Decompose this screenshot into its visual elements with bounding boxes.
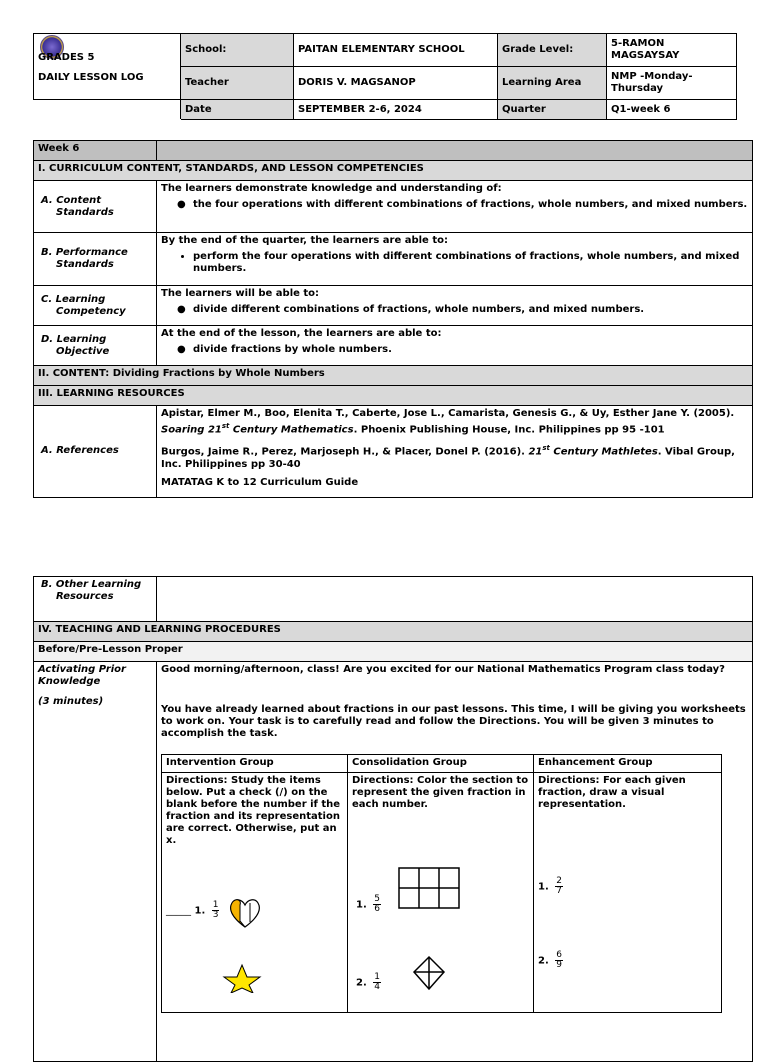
- intervention-item-1: [166, 901, 219, 920]
- star-icon: [222, 963, 262, 993]
- activating-label-cell: [34, 662, 157, 1062]
- date-label: Date: [181, 100, 294, 120]
- competency-label: C. Learning Competency: [34, 286, 157, 326]
- consolidation-title: Consolidation Group: [348, 755, 534, 773]
- log-title: [34, 34, 181, 100]
- item-number: 1.: [194, 905, 206, 917]
- consolidation-cell: [348, 773, 534, 1013]
- area-label: Learning Area: [498, 67, 607, 100]
- other-resources-label: B. Other Learning Resources: [34, 577, 157, 622]
- instructions-text: You have already learned about fractions in our past lessons. This time, I will be giving you worksheets to work on. Your task is to carefully read and follow the Directions. You will be given 3 minutes to accomplish the task.: [161, 704, 746, 739]
- fraction: $\frac{1}{3}$: [212, 900, 219, 920]
- teacher-value: DORIS V. MAGSANOP: [294, 67, 498, 100]
- performance-standards-cell: [157, 233, 753, 286]
- enhancement-item-1: [538, 877, 563, 896]
- item-number: 2.: [538, 955, 549, 967]
- enhancement-directions: Directions: For each given fraction, draw a visual representation.: [538, 775, 686, 810]
- content-bullet: ● the four operations with different combinations of fractions, whole numbers, and mixed numbers.: [193, 199, 748, 211]
- before-heading: Before/Pre-Lesson Proper: [34, 642, 753, 662]
- enhancement-cell: [534, 773, 722, 1013]
- content-standards-label: A. Content Standards: [34, 181, 157, 233]
- consolidation-directions: Directions: Color the section to represent the given fraction in each number.: [352, 775, 529, 810]
- content-heading: II. CONTENT: Dividing Fractions by Whole Numbers: [34, 366, 753, 386]
- item-number: 2.: [356, 977, 367, 989]
- greeting-text: Good morning/afternoon, class! Are you excited for our National Mathematics Program class today?: [161, 664, 725, 675]
- answer-blank[interactable]: _____: [166, 905, 191, 917]
- area-value: NMP -Monday- Thursday: [607, 67, 737, 100]
- reference-3: MATATAG K to 12 Curriculum Guide: [161, 476, 359, 488]
- objective-intro: At the end of the lesson, the learners are able to:: [161, 328, 442, 339]
- intervention-cell: [162, 773, 348, 1013]
- procedures-heading: IV. TEACHING AND LEARNING PROCEDURES: [34, 622, 753, 642]
- performance-bullet: • perform the four operations with different combinations of fractions, whole numbers, and mixed numbers.: [193, 251, 748, 275]
- content-intro: The learners demonstrate knowledge and understanding of:: [161, 183, 502, 194]
- header-table: [33, 33, 737, 120]
- fraction: $\frac{5}{6}$: [374, 894, 380, 914]
- consolidation-item-1: [356, 895, 381, 914]
- procedures-table: [33, 576, 753, 1062]
- school-label: School:: [181, 34, 294, 67]
- reference-1: Apistar, Elmer M., Boo, Elenita T., Caberte, Jose L., Camarista, Genesis G., & Uy, Esther Jane Y. (2005). Soaring 21st Century Mathematics. Phoenix Publishing House, Inc. Philippines pp 95 -101: [161, 408, 735, 436]
- performance-intro: By the end of the quarter, the learners are able to:: [161, 235, 448, 246]
- fraction: $\frac{6}{9}$: [556, 950, 562, 970]
- competency-intro: The learners will be able to:: [161, 288, 320, 299]
- school-value: PAITAN ELEMENTARY SCHOOL: [294, 34, 498, 67]
- objective-label: D. Learning Objective: [34, 326, 157, 366]
- resources-heading: III. LEARNING RESOURCES: [34, 386, 753, 406]
- references-label: A. References: [34, 406, 157, 498]
- week-label: Week 6: [34, 141, 157, 161]
- competency-cell: [157, 286, 753, 326]
- grade-label: Grade Level:: [498, 34, 607, 67]
- intervention-directions: Directions: Study the items below. Put a check (/) on the blank before the number if the fraction and its representation are correct. Otherwise, put an x.: [166, 775, 341, 846]
- consolidation-item-2: [356, 973, 381, 992]
- activating-time: (3 minutes): [38, 696, 104, 707]
- reference-2: Burgos, Jaime R., Perez, Marjoseph H., & Placer, Donel P. (2016). 21st Century Mathletes. Vibal Group, Inc. Philippines pp 30-40: [161, 444, 735, 470]
- diamond-shape-icon: [412, 955, 446, 991]
- log-title-grade: GRADES 5: [38, 52, 95, 63]
- quarter-value: Q1-week 6: [607, 100, 737, 120]
- activating-label: Activating Prior Knowledge: [38, 664, 126, 687]
- performance-standards-label: B. Performance Standards: [34, 233, 157, 286]
- date-value: SEPTEMBER 2-6, 2024: [294, 100, 498, 120]
- quarter-label: Quarter: [498, 100, 607, 120]
- curriculum-table: [33, 140, 753, 498]
- activating-cell: [157, 662, 753, 1062]
- groups-table: [161, 754, 722, 1013]
- competency-bullet: ● divide different combinations of fractions, whole numbers, and mixed numbers.: [193, 304, 748, 316]
- item-number: 1.: [538, 881, 549, 893]
- week-empty: [157, 141, 753, 161]
- intervention-title: Intervention Group: [162, 755, 348, 773]
- references-cell: [157, 406, 753, 498]
- fraction: $\frac{2}{7}$: [556, 876, 562, 896]
- objective-bullet: ● divide fractions by whole numbers.: [193, 344, 748, 356]
- curriculum-heading: I. CURRICULUM CONTENT, STANDARDS, AND LESSON COMPETENCIES: [34, 161, 753, 181]
- heart-icon: [228, 897, 262, 929]
- other-resources-cell: [157, 577, 753, 622]
- log-title-dll: DAILY LESSON LOG: [38, 72, 144, 83]
- enhancement-item-2: [538, 951, 563, 970]
- item-number: 1.: [356, 899, 367, 911]
- grade-value: 5-RAMON MAGSAYSAY: [607, 34, 737, 67]
- teacher-label: Teacher: [181, 67, 294, 100]
- empty-cell: [34, 100, 181, 120]
- objective-cell: [157, 326, 753, 366]
- enhancement-title: Enhancement Group: [534, 755, 722, 773]
- content-standards-cell: [157, 181, 753, 233]
- grid-shape-icon: [398, 867, 460, 909]
- fraction: $\frac{1}{4}$: [374, 972, 380, 992]
